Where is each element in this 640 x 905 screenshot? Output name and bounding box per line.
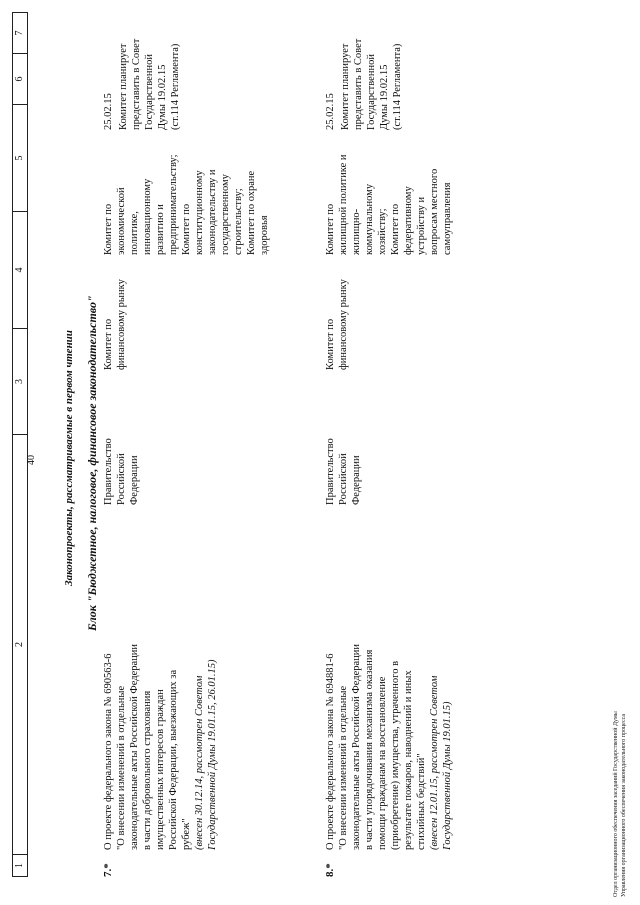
- column-header-1: 1: [13, 854, 27, 876]
- column-header-7: 7: [14, 30, 25, 36]
- plan-line: Думы 19.02.15: [379, 64, 390, 130]
- bill-title-line: в части упорядочивания механизма оказания: [364, 649, 375, 850]
- committee-line: Комитет по: [103, 318, 114, 370]
- bill-note-line: (внесен 30.12.14, рассмотрен Советом: [194, 675, 205, 850]
- block-title: Блок "Бюджетное, налоговое, финансовое законодательство": [85, 295, 99, 631]
- co-committee-line: Комитет по: [103, 203, 114, 255]
- bill-title-line: помощи гражданам на восстановление: [377, 676, 388, 850]
- bill-title-line: О проекте федерального закона № 694881-6: [325, 653, 336, 850]
- initiator-line: Российской: [116, 453, 127, 505]
- bill-title-line: в части добровольного страхования: [142, 690, 153, 850]
- initiator-line: Правительство: [325, 438, 336, 505]
- co-committee-line: устройству и: [416, 196, 427, 255]
- column-header-row: [12, 12, 28, 877]
- bill-note-line: Государственной Думы 19.01.15): [442, 701, 453, 850]
- column-header-2: 2: [13, 434, 27, 854]
- responsible-committee: [324, 279, 350, 370]
- committee-plan: [117, 39, 182, 130]
- co-committee-line: жилищной политике и: [338, 154, 349, 255]
- co-committee-line: Комитет по: [390, 203, 401, 255]
- plan-line: Комитет планирует: [118, 43, 129, 130]
- co-committee-line: жилищно-: [351, 208, 362, 255]
- co-committee-line: развитию и: [155, 204, 166, 255]
- footer-line: Отдел организационного обеспечения заседаний Государственной Думы: [613, 711, 619, 897]
- bill-title-line: Российской Федерации, выезжающих за: [168, 669, 179, 850]
- bill-note-line: Государственной Думы 19.01.15, 26.01.15): [207, 659, 218, 850]
- co-committee-line: политике,: [129, 211, 140, 255]
- co-committee-line: самоуправления: [442, 182, 453, 255]
- co-committee-line: законодательству и: [207, 169, 218, 255]
- section-title: Законопроекты, рассматриваемые в первом чтении: [63, 330, 75, 586]
- initiator-line: Федерации: [351, 455, 362, 505]
- co-committee-line: Комитет по: [181, 203, 192, 255]
- bill-description: [102, 644, 219, 850]
- initiator: [324, 438, 363, 505]
- co-committee-line: Комитет по: [325, 203, 336, 255]
- committee-line: финансовому рынку: [338, 279, 349, 370]
- plan-line: Государственной: [144, 54, 155, 130]
- column-header-5: 5: [13, 104, 27, 211]
- review-date: 25.02.15: [103, 93, 114, 130]
- co-committee-line: конституционному: [194, 170, 205, 255]
- plan-line: (ст.114 Регламента): [170, 43, 181, 130]
- bill-title-line: О проекте федерального закона № 690563-6: [103, 653, 114, 850]
- bill-title-line: рубеж": [181, 818, 192, 850]
- column-header-6: 6: [13, 53, 27, 104]
- plan-line: представить в Совет: [131, 38, 142, 130]
- column-header-3: 3: [13, 328, 27, 434]
- bill-title-line: стихийных бедствий": [416, 753, 427, 850]
- co-executor-committees: [324, 155, 454, 255]
- bill-title-line: имущественных интересов граждан: [155, 689, 166, 850]
- initiator: [102, 438, 141, 505]
- bill-title-line: законодательные акты Российской Федерации: [351, 643, 362, 850]
- column-header-4: 4: [13, 211, 27, 328]
- review-date: 25.02.15: [325, 93, 336, 130]
- row-number: 7.*: [102, 863, 114, 877]
- co-committee-line: предпринимательству;: [168, 154, 179, 255]
- page-number: 40: [26, 455, 37, 465]
- co-committee-line: строительству;: [233, 188, 244, 255]
- co-committee-line: государственному: [220, 174, 231, 255]
- plan-line: (ст.114 Регламента): [392, 43, 403, 130]
- co-committee-line: коммунальному: [364, 183, 375, 255]
- bill-title-line: "О внесении изменений в отдельные: [338, 685, 349, 850]
- plan-line: представить в Совет: [353, 38, 364, 130]
- co-committee-line: хозяйству;: [377, 208, 388, 255]
- document-footer: [612, 711, 628, 897]
- co-executor-committees: [102, 154, 271, 255]
- co-committee-line: вопросам местного: [429, 168, 440, 255]
- plan-line: Комитет планирует: [340, 43, 351, 130]
- initiator-line: Правительство: [103, 438, 114, 505]
- initiator-line: Российской: [338, 453, 349, 505]
- responsible-committee: [102, 279, 128, 370]
- bill-note-line: (внесен 12.01.15, рассмотрен Советом: [429, 675, 440, 850]
- bill-description: [324, 644, 454, 850]
- bill-title-line: (приобретение) имущества, утраченного в: [390, 660, 401, 850]
- co-committee-line: федеративному: [403, 186, 414, 255]
- plan-line: Думы 19.02.15: [157, 64, 168, 130]
- bill-title-line: законодательные акты Российской Федерации: [129, 643, 140, 850]
- footer-line: Управления организационного обеспечения законодательного процесса: [621, 713, 627, 897]
- bill-title-line: "О внесении изменений в отдельные: [116, 685, 127, 850]
- co-committee-line: Комитет по охране: [246, 170, 257, 255]
- co-committee-line: здоровья: [259, 215, 270, 255]
- initiator-line: Федерации: [129, 455, 140, 505]
- committee-plan: [339, 39, 404, 130]
- co-committee-line: экономической: [116, 187, 127, 255]
- co-committee-line: инновационному: [142, 178, 153, 255]
- bill-title-line: результате пожаров, наводнений и иных: [403, 670, 414, 850]
- committee-line: финансовому рынку: [116, 279, 127, 370]
- plan-line: Государственной: [366, 54, 377, 130]
- row-number: 8.*: [324, 863, 336, 877]
- committee-line: Комитет по: [325, 318, 336, 370]
